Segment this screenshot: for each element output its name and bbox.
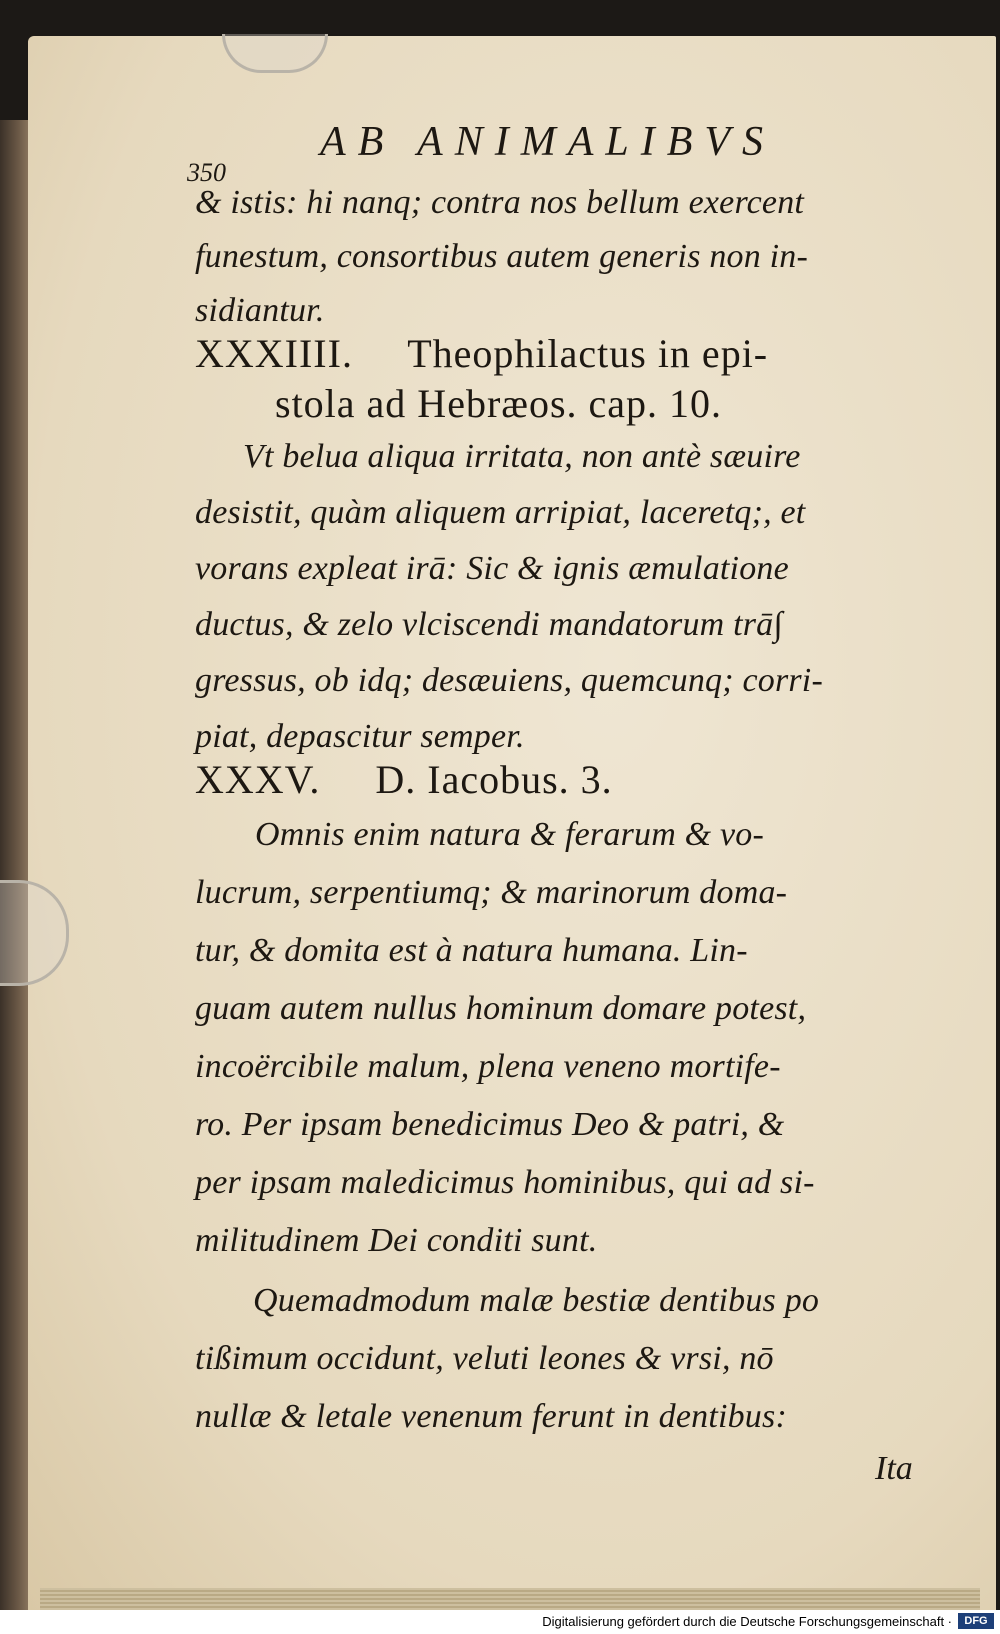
text-line: vorans expleat irā: Sic & ignis æmulatione — [195, 550, 789, 587]
text-line: nullæ & letale venenum ferunt in dentibus: — [195, 1398, 787, 1435]
text-line: gressus, ob idq; desæuiens, quemcunq; corri- — [195, 662, 823, 699]
page-number: 350 — [187, 158, 226, 187]
text-line: lucrum, serpentiumq; & marinorum doma- — [195, 874, 788, 911]
book-binding-edge — [0, 120, 30, 1610]
text-line: Omnis enim natura & ferarum & vo- — [255, 816, 765, 853]
text-line: ductus, & zelo vlciscendi mandatorum trā∫ — [195, 606, 783, 643]
dfg-logo-icon: DFG — [958, 1613, 994, 1629]
text-line: sidiantur. — [195, 292, 325, 329]
section-heading: XXXV. D. Iacobus. 3. — [195, 757, 613, 802]
text-line: piat, depascitur semper. — [195, 718, 525, 755]
text-line: Vt belua aliqua irritata, non antè sæuire — [243, 438, 801, 475]
text-line: militudinem Dei conditi sunt. — [195, 1222, 598, 1259]
section-heading: XXXIIII. Theophilactus in epi- — [195, 331, 769, 376]
text-line: funestum, consortibus autem generis non in- — [195, 238, 808, 275]
page-stack-edge — [40, 1588, 980, 1610]
text-line: desistit, quàm aliquem arripiat, laceretq;, et — [195, 494, 806, 531]
catchword: Ita — [875, 1450, 913, 1487]
text-line: tur, & domita est à natura humana. Lin- — [195, 932, 748, 969]
text-line: incoërcibile malum, plena veneno mortife- — [195, 1048, 781, 1085]
digitization-footer — [0, 1610, 1000, 1634]
text-line: tißimum occidunt, veluti leones & vrsi, nō — [195, 1340, 774, 1377]
footer-credit: Digitalisierung gefördert durch die Deutsche Forschungsgemeinschaft · — [542, 1614, 952, 1629]
text-line: Quemadmodum malæ bestiæ dentibus po — [253, 1282, 820, 1319]
text-line: per ipsam maledicimus hominibus, qui ad si- — [195, 1164, 815, 1201]
text-line: guam autem nullus hominum domare potest, — [195, 990, 807, 1027]
text-line: & istis: hi nanq; contra nos bellum exercent — [195, 184, 805, 221]
text-line: ro. Per ipsam benedicimus Deo & patri, & — [195, 1106, 785, 1143]
running-head: AB ANIMALIBVS — [320, 119, 776, 165]
section-heading: stola ad Hebræos. cap. 10. — [275, 381, 723, 426]
